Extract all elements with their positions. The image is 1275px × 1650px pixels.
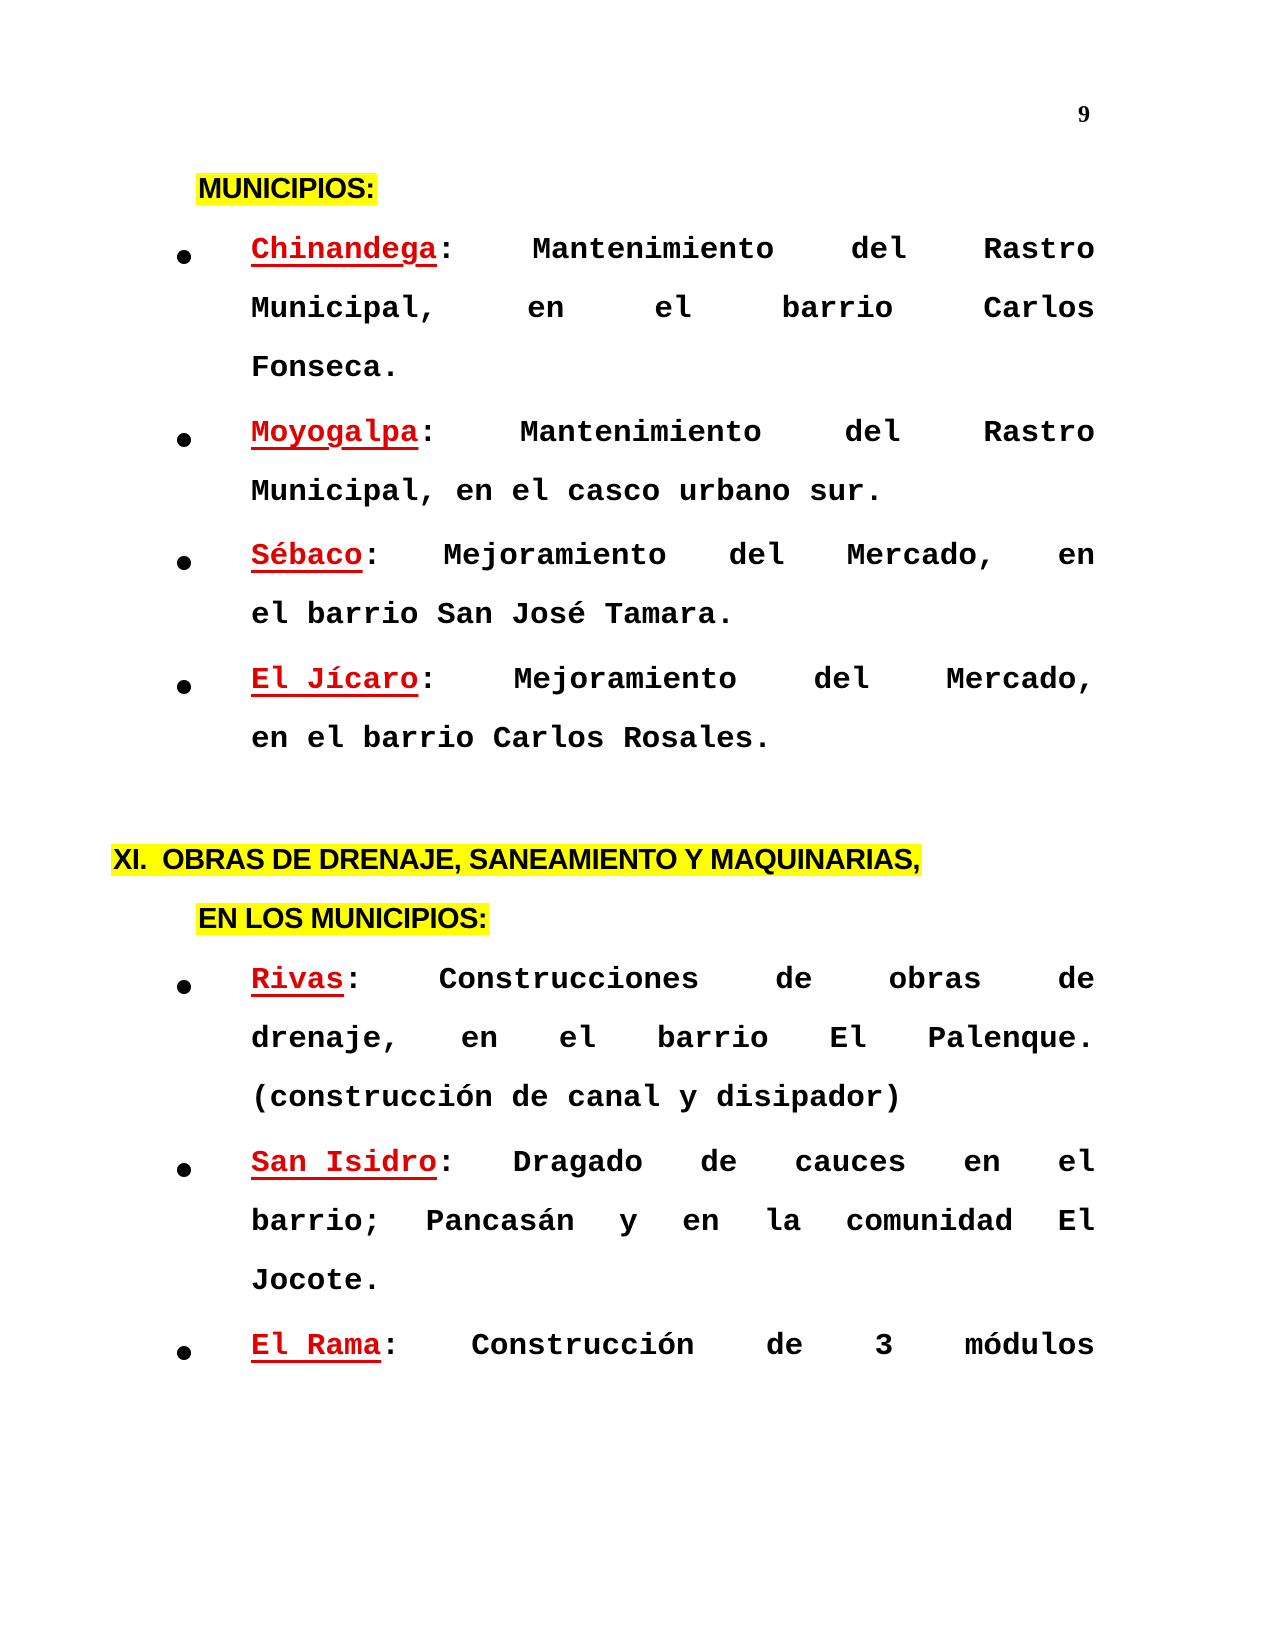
word: en	[251, 722, 289, 757]
municipality-name: El Jícaro	[251, 663, 419, 698]
paragraph-line	[251, 1327, 1095, 1367]
word: y	[619, 1205, 638, 1240]
word: El	[829, 1022, 867, 1057]
bullet-icon	[177, 556, 191, 570]
word: Mercado,	[846, 539, 996, 574]
word: y	[678, 1081, 698, 1116]
word: Fonseca.	[251, 351, 400, 386]
section-xi-heading-line1	[111, 844, 922, 876]
word: Rosales.	[623, 722, 772, 757]
word: 3	[874, 1329, 894, 1364]
word: barrio	[781, 292, 894, 327]
paragraph-line	[251, 661, 1095, 701]
page-number: 9	[1078, 102, 1090, 128]
word: el	[251, 598, 289, 633]
municipality-label: San Isidro:	[251, 1146, 456, 1181]
word: de	[766, 1329, 804, 1364]
word: en	[682, 1205, 720, 1240]
municipality-label: El Rama:	[251, 1329, 400, 1364]
municipality-name: Chinandega	[251, 233, 438, 268]
municipality-label: Rivas:	[251, 963, 363, 998]
word: San	[437, 598, 493, 633]
word: en	[963, 1146, 1001, 1181]
word: Mejoramiento	[513, 663, 737, 698]
word: cauces	[794, 1146, 907, 1181]
word: Rastro	[983, 416, 1095, 451]
word: barrio	[306, 598, 419, 633]
paragraph-line	[251, 290, 1095, 330]
bullet-icon	[177, 433, 191, 447]
section-heading-text: MUNICIPIOS:	[198, 173, 375, 205]
word: del	[850, 233, 907, 268]
paragraph-line	[251, 231, 1095, 271]
bullet-icon	[177, 1163, 191, 1177]
paragraph-line	[251, 1079, 1095, 1119]
section-xi-heading	[111, 840, 922, 880]
paragraph-line	[251, 1203, 1095, 1243]
word: la	[764, 1205, 802, 1240]
paragraph-line	[251, 1020, 1095, 1060]
paragraph-line	[251, 414, 1095, 454]
word: Construcciones	[438, 963, 700, 998]
section-heading	[196, 169, 377, 209]
word: del	[813, 663, 870, 698]
word: en	[1057, 539, 1095, 574]
word: de	[700, 1146, 738, 1181]
municipality-name: Rivas	[251, 963, 345, 998]
word: el	[654, 292, 692, 327]
paragraph-line	[251, 349, 1095, 389]
municipality-name: Moyogalpa	[251, 416, 419, 451]
word: canal	[567, 1081, 661, 1116]
paragraph-line	[251, 1262, 1095, 1302]
word: barrio;	[251, 1205, 382, 1240]
word: Pancasán	[425, 1205, 575, 1240]
municipality-label: El Jícaro:	[251, 663, 438, 698]
word: en	[527, 292, 565, 327]
bullet-icon	[177, 680, 191, 694]
municipality-label: Chinandega:	[251, 233, 456, 268]
section-title-line2: EN LOS MUNICIPIOS:	[198, 903, 488, 935]
word: (construcción	[251, 1081, 493, 1116]
paragraph-line	[251, 537, 1095, 577]
word: barrio	[656, 1022, 769, 1057]
word: el	[558, 1022, 597, 1057]
word: Tamara.	[604, 598, 735, 633]
word: sur.	[809, 475, 884, 510]
word: de	[1057, 963, 1095, 998]
paragraph-line	[251, 473, 1095, 513]
word: Carlos	[983, 292, 1095, 327]
word: de	[511, 1081, 549, 1116]
section-title-line1: OBRAS DE DRENAJE, SANEAMIENTO Y MAQUINARIAS,	[162, 844, 920, 876]
word: Construcción	[471, 1329, 695, 1364]
word: Jocote.	[251, 1264, 382, 1299]
word: módulos	[964, 1329, 1095, 1364]
bullet-icon	[177, 1346, 191, 1360]
word: Carlos	[492, 722, 605, 757]
paragraph-line	[251, 596, 1095, 636]
word: Municipal,	[251, 475, 438, 510]
word: Dragado	[512, 1146, 644, 1181]
word: el	[1057, 1146, 1095, 1181]
word: el	[511, 475, 549, 510]
word: urbano	[678, 475, 791, 510]
word: Rastro	[983, 233, 1095, 268]
word: Palenque.	[927, 1022, 1095, 1057]
paragraph-line	[251, 961, 1095, 1001]
word: Municipal,	[251, 292, 438, 327]
municipality-label: Sébaco:	[251, 539, 382, 574]
word: drenaje,	[251, 1022, 400, 1057]
municipality-name: Sébaco	[251, 539, 363, 574]
word: en	[455, 475, 493, 510]
word: José	[511, 598, 586, 633]
section-xi-heading-cont	[196, 899, 489, 939]
word: obras	[888, 963, 982, 998]
word: del	[728, 539, 785, 574]
word: Mantenimiento	[519, 416, 762, 451]
bullet-icon	[177, 980, 191, 994]
word: Mantenimiento	[532, 233, 775, 268]
word: del	[844, 416, 901, 451]
word: el	[306, 722, 345, 757]
paragraph-line	[251, 1144, 1095, 1184]
word: El	[1057, 1205, 1095, 1240]
section-number: XI.	[113, 844, 147, 876]
word: barrio	[362, 722, 475, 757]
municipality-label: Moyogalpa:	[251, 416, 438, 451]
municipality-name: San Isidro	[251, 1146, 438, 1181]
word: de	[775, 963, 813, 998]
word: Mercado,	[946, 663, 1095, 698]
word: comunidad	[845, 1205, 1014, 1240]
word: casco	[567, 475, 661, 510]
word: Mejoramiento	[443, 539, 667, 574]
paragraph-line	[251, 720, 1095, 760]
word: en	[460, 1022, 498, 1057]
word: disipador)	[716, 1081, 903, 1116]
bullet-icon	[177, 250, 191, 264]
municipality-name: El Rama	[251, 1329, 382, 1364]
